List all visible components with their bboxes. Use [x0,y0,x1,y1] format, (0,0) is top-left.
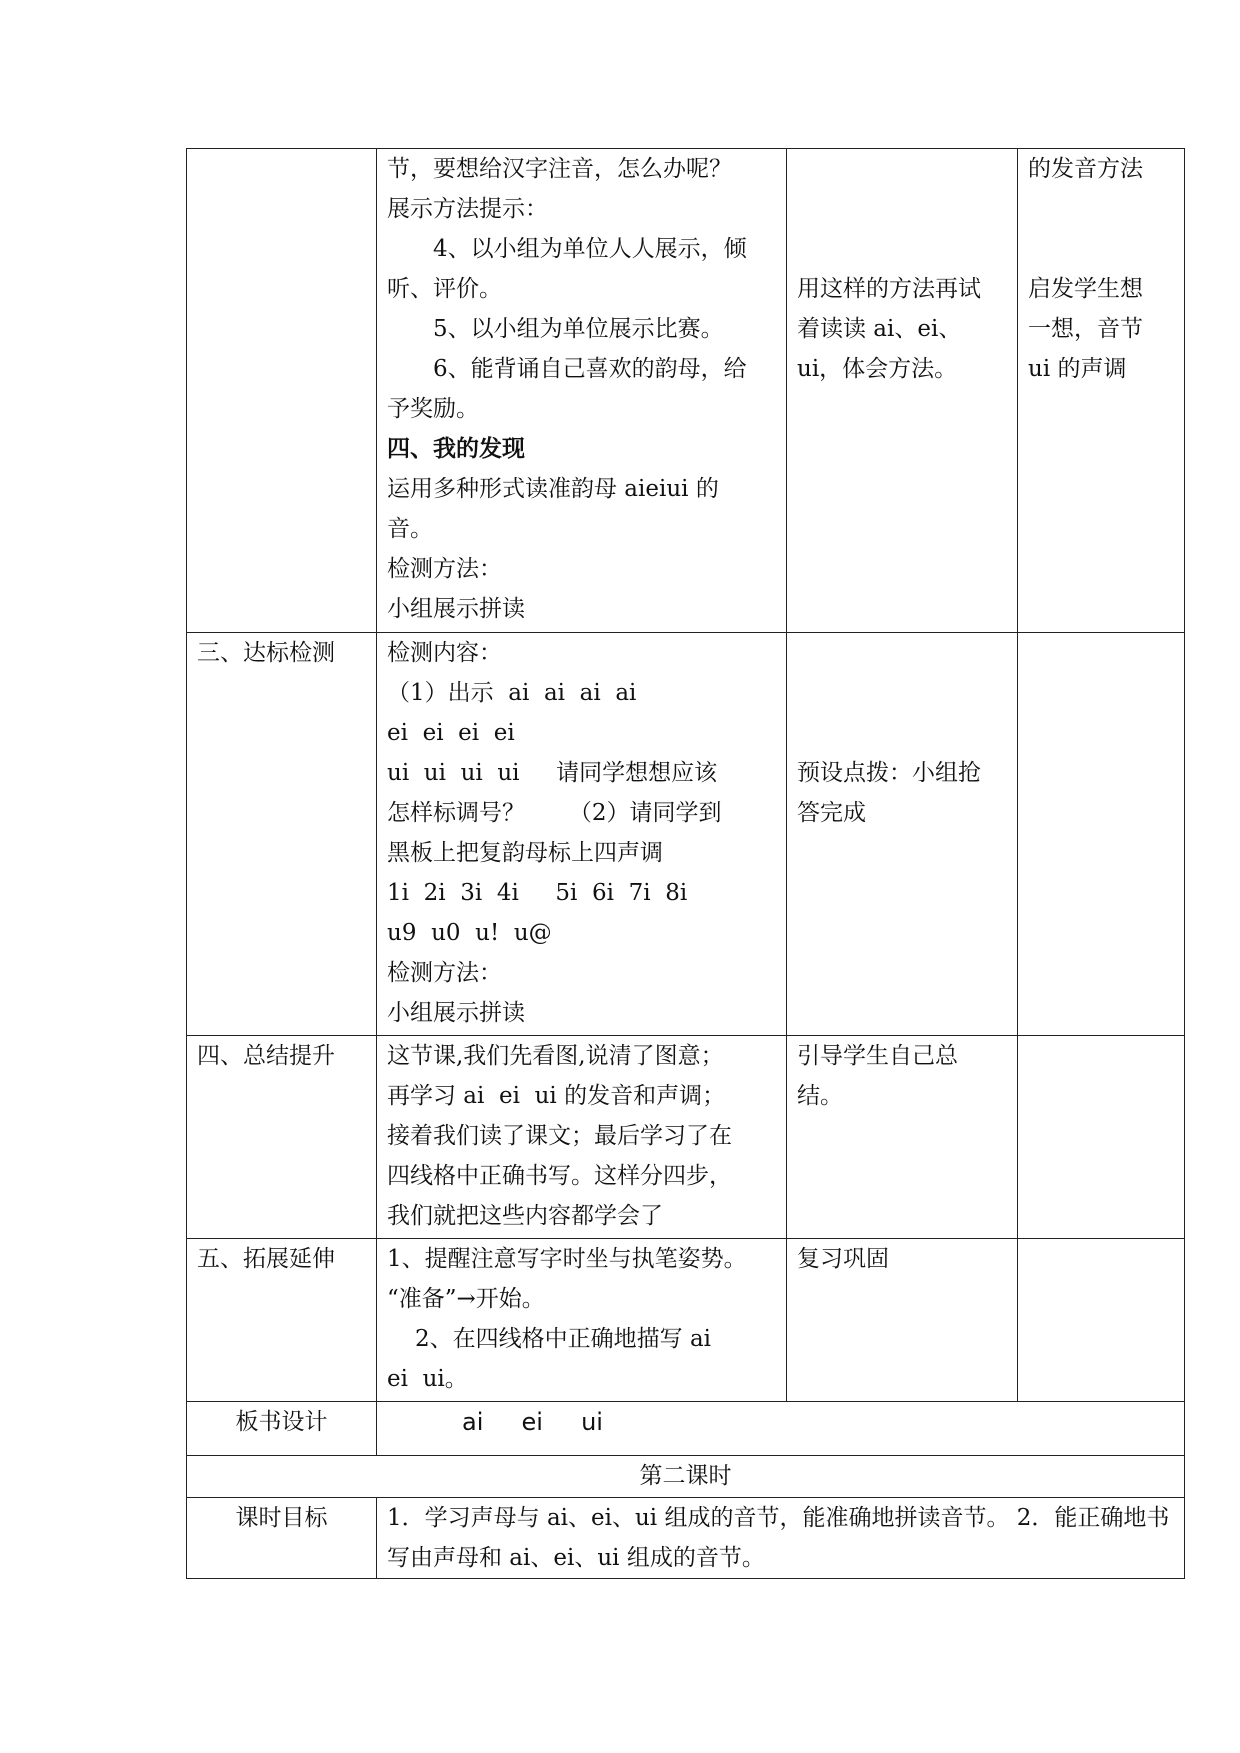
content-line: 予奖励。 [387,396,479,422]
goal-label-cell [187,1498,377,1579]
table-row-continuation [187,149,1185,633]
note-cell-empty [1018,1036,1185,1239]
teacher-line: 着读读 ai、ei、 [797,316,962,342]
content-cell [377,1036,787,1239]
board-content: ai ei ui [462,1408,603,1436]
content-line: 黑板上把复韵母标上四声调 [387,840,663,866]
teacher-cell [787,149,1018,633]
table-row-second-lesson [187,1456,1185,1498]
stage-label: 四、总结提升 [197,1043,335,1069]
note-line: ui 的声调 [1028,356,1127,382]
teacher-line: ui，体会方法。 [797,356,958,382]
content-line: 这节课,我们先看图,说清了图意； [387,1043,724,1069]
content-line: 怎样标调号？ （2）请同学到 [387,800,722,826]
content-line: 展示方法提示： [387,196,548,222]
content-line: 检测方法： [387,556,502,582]
board-label: 板书设计 [235,1409,328,1435]
note-line: 启发学生想 [1028,276,1143,302]
content-line: 节，要想给汉字注音，怎么办呢？ [387,156,732,182]
teacher-cell [787,633,1018,1036]
stage-cell [187,1239,377,1402]
content-line: ui ui ui ui 请同学想想应该 [387,760,718,786]
stage-label: 五、拓展延伸 [197,1246,335,1272]
content-line: “准备”→开始。 [387,1286,545,1312]
note-cell-empty [1018,1239,1185,1402]
stage-cell [187,1036,377,1239]
content-line: 1、提醒注意写字时坐与执笔姿势。 [387,1246,747,1272]
content-line: 四线格中正确书写。这样分四步， [387,1163,732,1189]
board-value-cell [377,1402,1185,1456]
note-cell-empty [1018,633,1185,1036]
section-heading: 四、我的发现 [387,435,525,462]
teacher-cell [787,1036,1018,1239]
content-line: ei ei ei ei [387,720,515,746]
lesson-plan-table [186,148,1185,1579]
second-lesson-title-cell [187,1456,1185,1498]
content-line: 检测内容： [387,640,502,666]
content-line: （1）出示 ai ai ai ai [387,680,637,706]
table-row-check [187,633,1185,1036]
content-line: 小组展示拼读 [387,596,525,622]
content-line: 我们就把这些内容都学会了 [387,1203,663,1229]
content-line: 接着我们读了课文；最后学习了在 [387,1123,732,1149]
teacher-line: 复习巩固 [797,1246,889,1272]
teacher-line: 用这样的方法再试 [797,276,981,302]
table-row-board [187,1402,1185,1456]
table-row-summary [187,1036,1185,1239]
content-line: 运用多种形式读准韵母 aieiui 的 [387,476,719,502]
note-line: 的发音方法 [1028,156,1143,182]
table-row-goal [187,1498,1185,1579]
stage-cell [187,633,377,1036]
content-cell [377,633,787,1036]
teacher-line: 结。 [797,1083,843,1109]
board-label-cell [187,1402,377,1456]
content-line: 检测方法： [387,960,502,986]
table-row-extend [187,1239,1185,1402]
stage-cell-empty [187,149,377,633]
content-line: 2、在四线格中正确地描写 ai [415,1326,712,1352]
content-line: 听、评价。 [387,276,502,302]
teacher-cell [787,1239,1018,1402]
note-line: 一想，音节 [1028,316,1143,342]
content-line: 5、以小组为单位展示比赛。 [433,316,724,342]
content-line: 4、以小组为单位人人展示，倾 [433,236,747,262]
teacher-line: 引导学生自己总 [797,1043,958,1069]
content-line: 6、能背诵自己喜欢的韵母，给 [433,356,747,382]
stage-label: 三、达标检测 [197,640,335,666]
content-cell [377,149,787,633]
content-line: 音。 [387,516,433,542]
note-cell [1018,149,1185,633]
content-line: u9 u0 u! u@ [387,920,552,946]
content-line: 再学习 ai ei ui 的发音和声调； [387,1083,726,1109]
goal-text: 1．学习声母与 ai、ei、ui 组成的音节，能准确地拼读音节。 2．能正确地书写由声母和 ai、ei、ui 组成的音节。 [387,1505,1170,1571]
teacher-line: 答完成 [797,800,866,826]
goal-label: 课时目标 [235,1505,328,1531]
second-lesson-title: 第二课时 [639,1463,732,1489]
content-line: 小组展示拼读 [387,1000,525,1026]
content-line: 1i 2i 3i 4i 5i 6i 7i 8i [387,880,688,906]
teacher-line: 预设点拨：小组抢 [797,760,981,786]
content-line: ei ui。 [387,1366,468,1392]
content-cell [377,1239,787,1402]
goal-value-cell [377,1498,1185,1579]
